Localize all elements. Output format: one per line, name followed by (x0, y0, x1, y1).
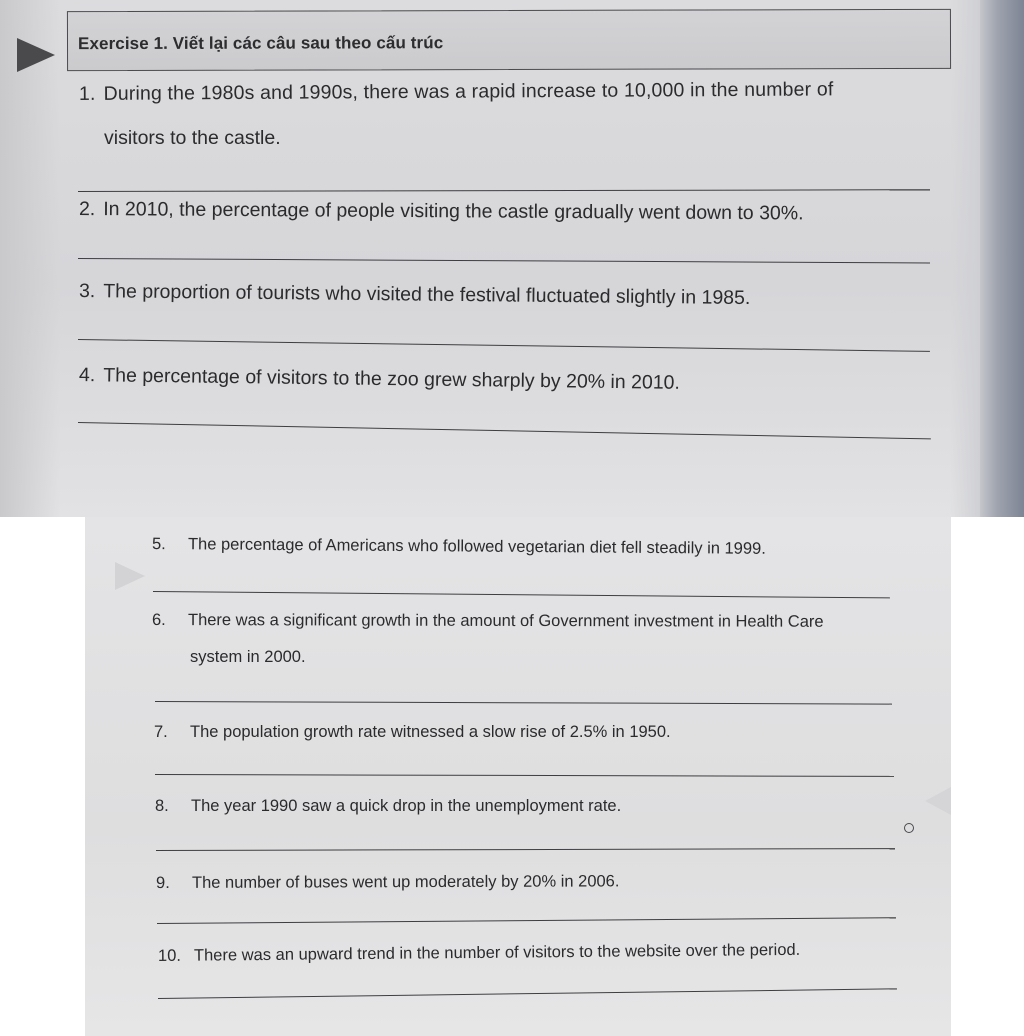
worksheet-photo-top (0, 0, 1024, 517)
exercise-header (67, 9, 951, 71)
circle-mark (904, 823, 914, 833)
question-4: 4. The percentage of visitors to the zoo grew sharply by 20% in 2010. (78, 364, 681, 394)
answer-line-5[interactable] (153, 591, 890, 598)
exercise-title: Exercise 1. Viết lại các câu sau theo cấu trúc (77, 33, 444, 54)
question-2: 2. In 2010, the percentage of people visiting the castle gradually went down to 30%. (78, 198, 804, 225)
answer-line-10[interactable] (158, 988, 897, 999)
question-3: 3. The proportion of tourists who visited the festival fluctuated slightly in 1985. (78, 280, 751, 310)
worksheet-photo-bottom (85, 517, 951, 1036)
page-shadow (0, 0, 60, 517)
answer-line-2[interactable] (78, 258, 930, 263)
question-8: 8. The year 1990 saw a quick drop in the unemployment rate. (155, 797, 622, 815)
question-1-line-2: visitors to the castle. (104, 127, 281, 149)
answer-line-8[interactable] (156, 848, 895, 851)
answer-line-3[interactable] (78, 339, 930, 352)
play-arrow-icon (17, 38, 55, 72)
question-10: 10. There was an upward trend in the number of visitors to the website over the period. (157, 940, 801, 965)
question-9: 9. The number of buses went up moderately by 20% in 2006. (155, 872, 620, 892)
binder-edge (980, 0, 1024, 517)
faded-arrow-icon (115, 562, 145, 590)
question-1-line-1: 1. During the 1980s and 1990s, there was a rapid increase to 10,000 in the number of (78, 78, 834, 105)
answer-line-1[interactable] (78, 189, 930, 192)
question-7: 7. The population growth rate witnessed a slow rise of 2.5% in 1950. (154, 723, 671, 741)
question-6-line-1: 6. There was a significant growth in the amount of Government investment in Health Care (151, 611, 824, 631)
answer-line-7[interactable] (155, 774, 894, 777)
answer-line-4[interactable] (78, 422, 931, 439)
page-edge (950, 0, 980, 517)
question-5: 5. The percentage of Americans who followed vegetarian diet fell steadily in 1999. (151, 535, 766, 558)
answer-line-9[interactable] (157, 917, 896, 924)
faded-arrow-icon-right (925, 787, 951, 815)
answer-line-6[interactable] (155, 701, 892, 705)
question-6-line-2: system in 2000. (190, 648, 306, 666)
